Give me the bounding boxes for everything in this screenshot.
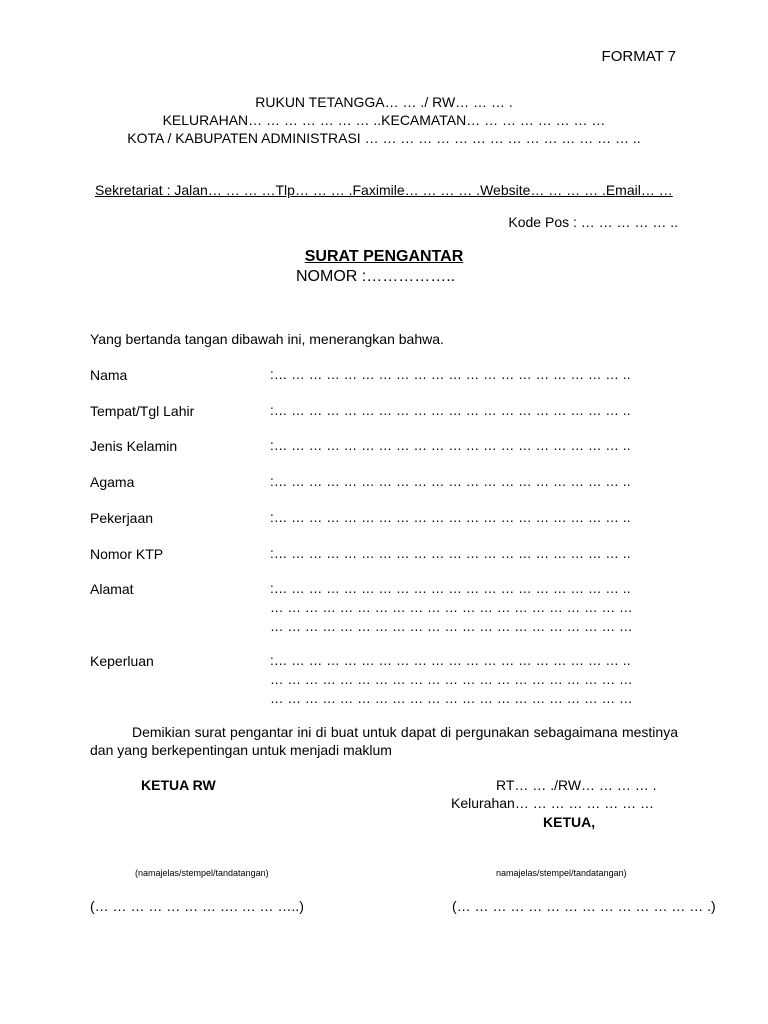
field-dots-alamat-1: :… … … … … … … … … … … … … … … … … … … … .. (270, 581, 631, 596)
field-dots-pekerjaan: :… … … … … … … … … … … … … … … … … … … … .. (270, 510, 631, 525)
field-dots-keperluan-1: :… … … … … … … … … … … … … … … … … … … … .. (270, 653, 631, 668)
signature-left-title: KETUA RW (141, 777, 216, 793)
field-label-jenis-kelamin: Jenis Kelamin (90, 438, 178, 454)
field-dots-agama: :… … … … … … … … … … … … … … … … … … … … .. (270, 474, 631, 489)
field-label-agama: Agama (90, 474, 135, 490)
field-label-tempat-tgl-lahir: Tempat/Tgl Lahir (90, 403, 195, 419)
header-kota-kabupaten: KOTA / KABUPATEN ADMINISTRASI … … … … … … … … … … … … … … … .. (127, 130, 641, 146)
field-dots-keperluan-3: … … … … … … … … … … … … … … … … … … … … … (270, 691, 633, 706)
header-kelurahan-kecamatan: KELURAHAN… … … … … … … ..KECAMATAN… … … … … … … … (162, 112, 606, 128)
field-dots-alamat-2: … … … … … … … … … … … … … … … … … … … … … (270, 600, 633, 615)
field-dots-nama: :… … … … … … … … … … … … … … … … … … … … .. (270, 367, 631, 382)
field-dots-tempat-tgl-lahir: :… … … … … … … … … … … … … … … … … … … … .. (270, 403, 631, 418)
field-dots-nomor-ktp: :… … … … … … … … … … … … … … … … … … … … .. (270, 546, 631, 561)
field-label-alamat: Alamat (90, 581, 134, 597)
signature-left-note: (namajelas/stempel/tandatangan) (135, 868, 269, 878)
intro-text: Yang bertanda tangan dibawah ini, menerangkan bahwa. (90, 331, 444, 347)
signature-right-note: namajelas/stempel/tandatangan) (496, 868, 627, 878)
field-dots-keperluan-2: … … … … … … … … … … … … … … … … … … … … … (270, 672, 633, 687)
secretariat-line: Sekretariat : Jalan… … … …Tlp… … … .Faximile… … … … .Website… … … … .Email… … (95, 182, 673, 198)
closing-paragraph: Demikian surat pengantar ini di buat untuk dapat di pergunakan sebagaimana mestinya dan yang berkepentingan untuk menjadi maklum (90, 724, 678, 758)
signature-kelurahan: Kelurahan… … … … … … … … (451, 795, 655, 811)
format-number: FORMAT 7 (601, 48, 676, 65)
kode-pos: Kode Pos : … … … … … .. (508, 214, 678, 230)
field-label-keperluan: Keperluan (90, 653, 154, 669)
signature-rt-rw: RT… … ./RW… … … … . (496, 777, 657, 793)
field-dots-jenis-kelamin: :… … … … … … … … … … … … … … … … … … … … .. (270, 438, 631, 453)
field-label-nomor-ktp: Nomor KTP (90, 546, 164, 562)
signature-right-name: (… … … … … … … … … … … … … … .) (452, 898, 716, 914)
document-number: NOMOR :…………….. (296, 268, 456, 285)
field-label-pekerjaan: Pekerjaan (90, 510, 154, 526)
header-rt-rw: RUKUN TETANGGA… … ./ RW… … … . (255, 94, 513, 110)
signature-left-name: (… … … … … … … …. … … …..) (90, 898, 304, 914)
signature-right-title: KETUA, (543, 814, 596, 830)
document-title: SURAT PENGANTAR (304, 248, 464, 265)
field-dots-alamat-3: … … … … … … … … … … … … … … … … … … … … … (270, 619, 633, 634)
field-label-nama: Nama (90, 367, 128, 383)
